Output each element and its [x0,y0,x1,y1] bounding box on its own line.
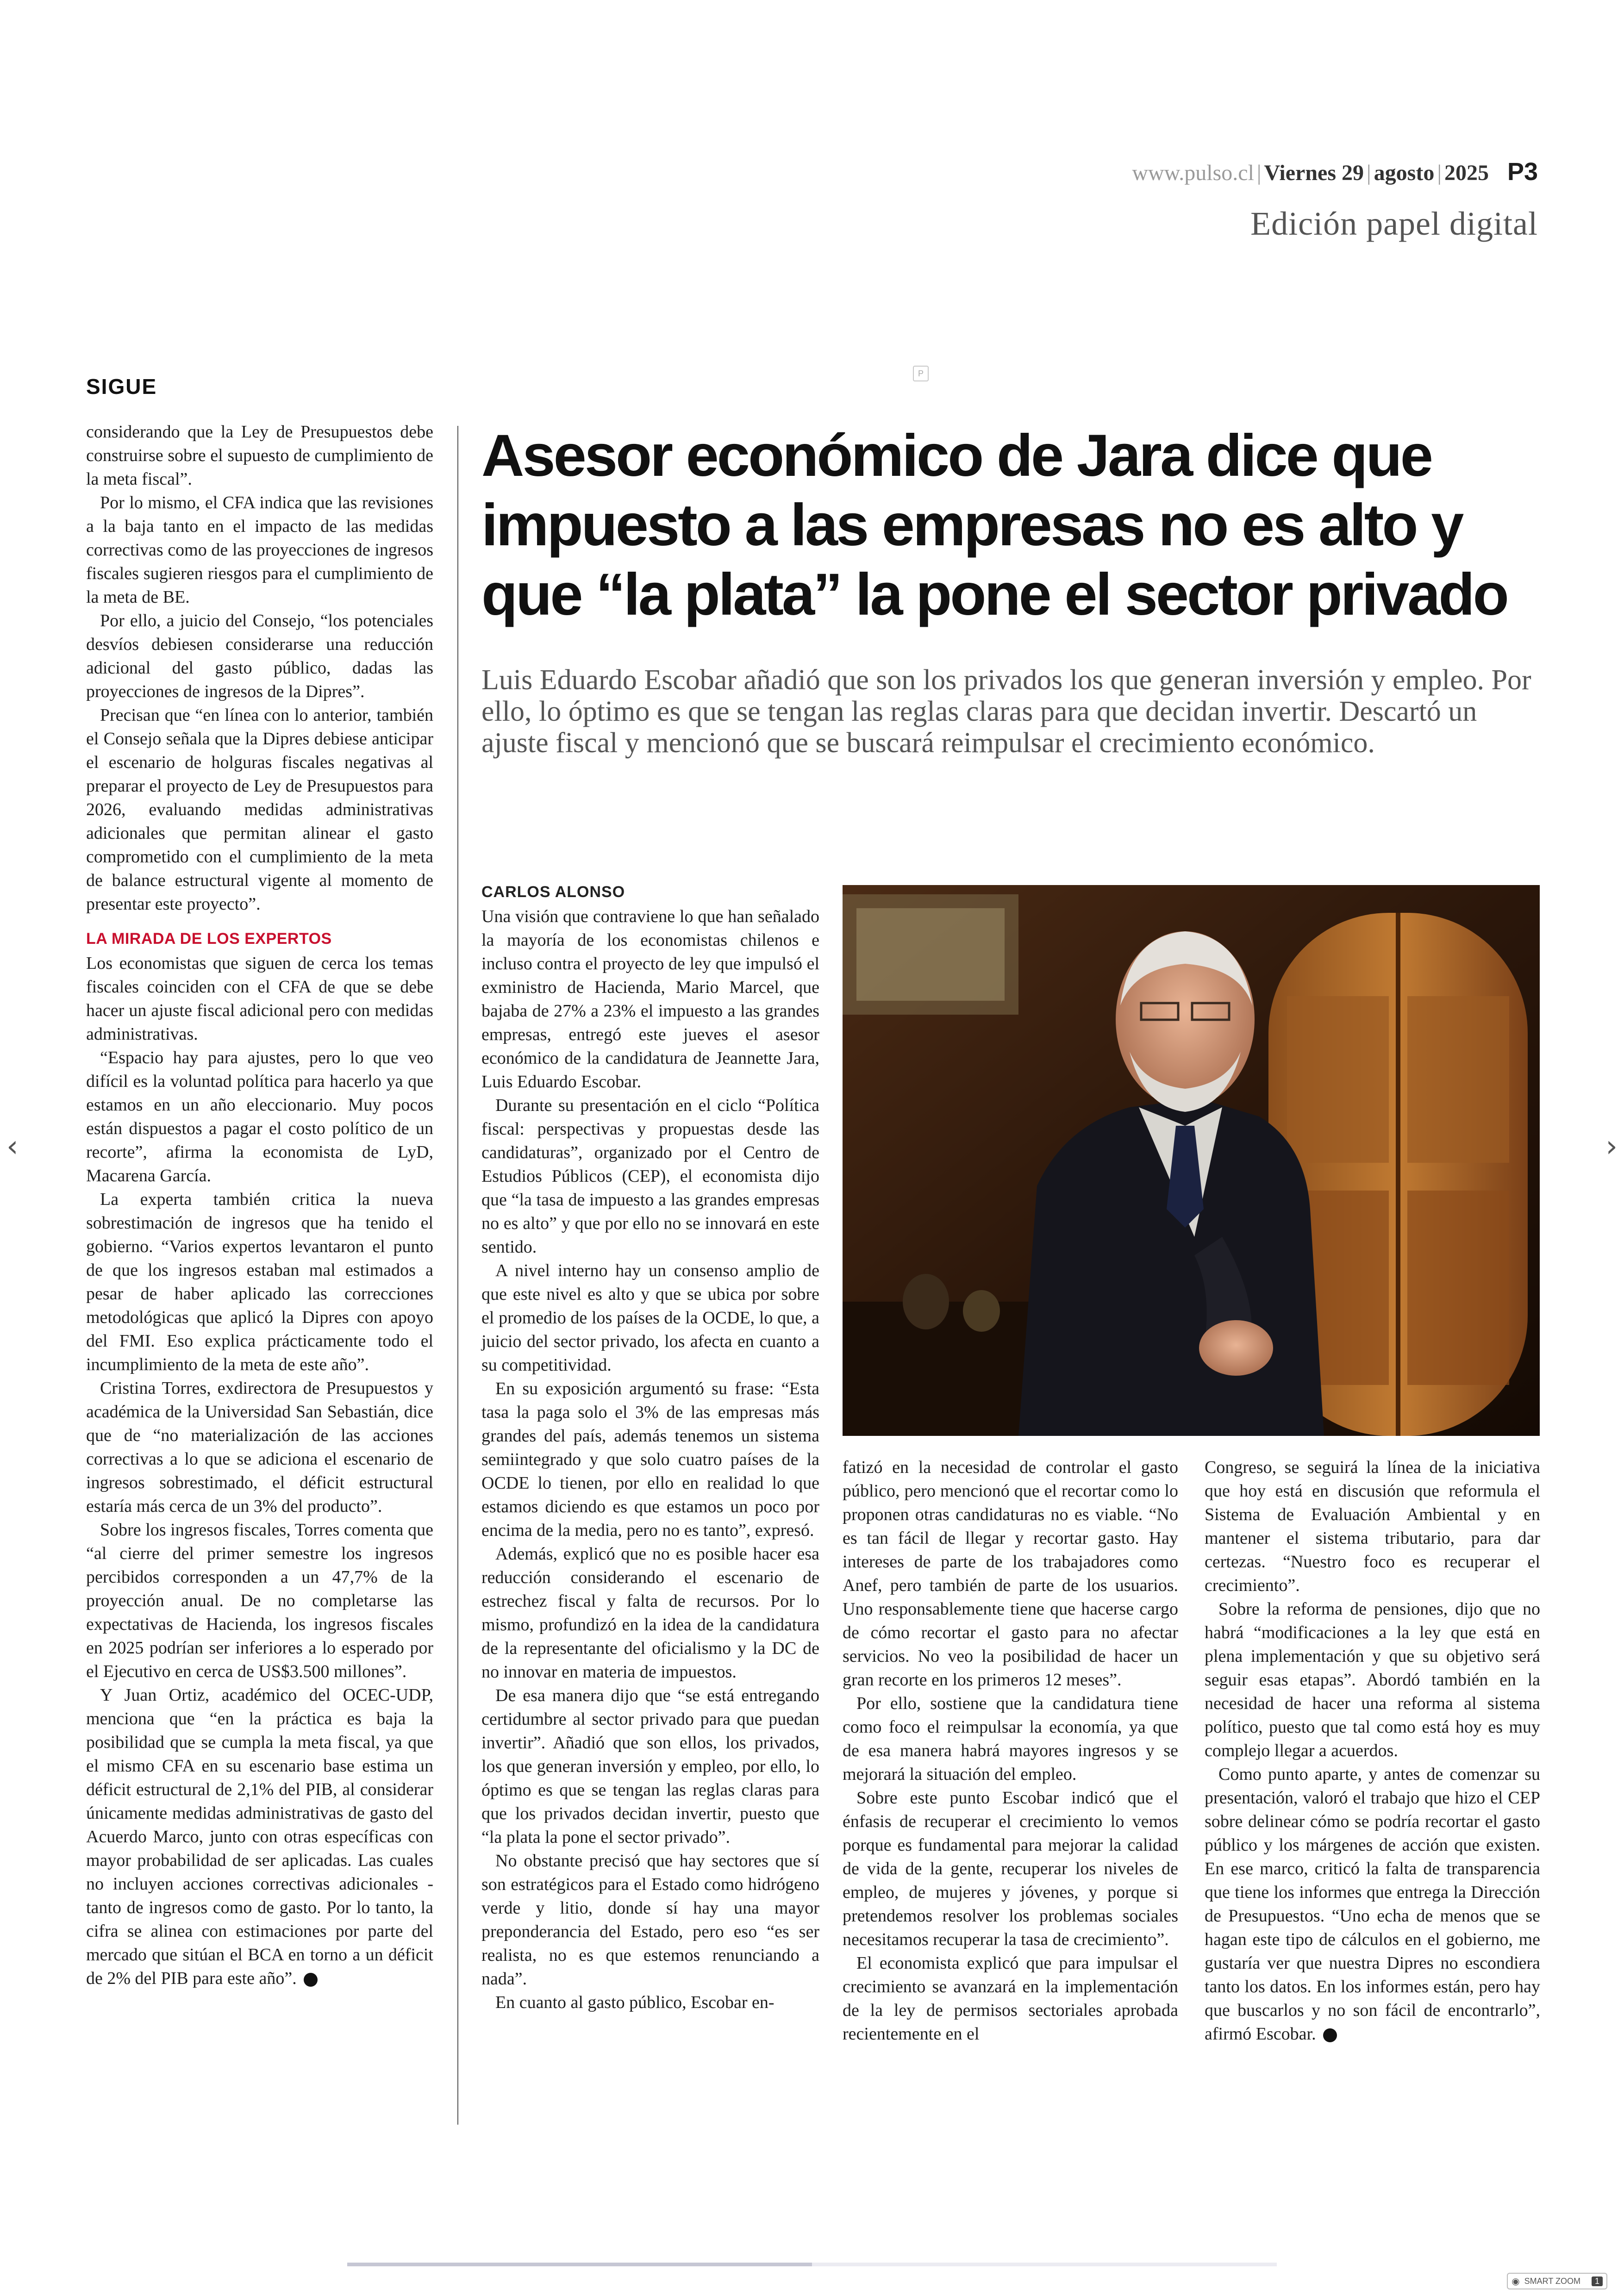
article-headline: Asesor económico de Jara dice que impuesto a las empresas no es alto y que “la plata” la pone el sector privado [481,423,1507,628]
paragraph: Sobre los ingresos fiscales, Torres comenta que “al cierre del primer semestre los ingresos percibidos corresponden a un 47,7% de la proyección anual. De no completarse las expectativas de Hacienda, los ingresos fiscales en 2025 podrían ser inferiores a lo esperado por el Ejecutivo en cerca de US$3.500 millones”. [86,1520,433,1681]
section-label: SIGUE [86,374,157,399]
paragraph: El economista explicó que para impulsar el crecimiento se avanzará en la implementación de la ley de permisos sectoriales aprobada recientemente en el [843,1953,1178,2044]
paragraph: Como punto aparte, y antes de comenzar su presentación, valoró el trabajo que hizo el CEP sobre delinear cómo se podría recortar el gasto público y los márgenes de acción que existen. En ese marco, criticó la falta de transparencia que tiene los informes que entrega la Dirección de Presupuestos. “Uno echa de menos que se hagan este tipo de cálculos en el gobierno, me gustaría ver que nuestra Dipres no escondiera tanto los datos. En los informes están, pero hay que buscarlos y no son fácil de encontrarlo”, afirmó Escobar. P [1205,1765,1540,2044]
paragraph: fatizó en la necesidad de controlar el gasto público, pero mencionó que el recortar como lo proponen otras candidaturas no es viable. “No es tan fácil de llegar y recortar gasto. Hay intereses de parte de los trabajadores como Anef, pero también de parte de los usuarios. Uno responsablemente tiene que hacerse cargo de cómo recortar el gasto para no afectar servicios. No veo la posibilidad de hacer un gran recorte en los primeros 12 meses”. [843,1458,1178,1690]
paragraph: “Espacio hay para ajustes, pero lo que veo difícil es la voluntad política para hacerlo ya que estamos en un año eleccionario. Muy pocos están dispuestos a pagar el costo político de un recorte”, afirma la economista de LyD, Macarena García. [86,1048,433,1185]
left-column [86,374,433,1990]
paragraph: De esa manera dijo que “se está entregando certidumbre al sector privado para que puedan invertir”. Añadió que son ellos, los privados, los que generan inversión y empleo, por ello, lo óptimo es que se tengan las reglas claras para que los privados decidan invertir, puesto que “la plata la pone el sector privado”. [481,1686,819,1847]
subhead: LA MIRADA DE LOS EXPERTOS [86,930,332,948]
byline: CARLOS ALONSO [481,883,625,901]
paragraph: Y Juan Ortiz, académico del OCEC-UDP, menciona que “en la práctica es baja la posibilidad que se cumpla la meta fiscal, ya que el mismo CFA en su escenario base estima un déficit estructural de 2,1% del PIB, al considerar únicamente medidas administrativas de gasto del Acuerdo Marco, junto con otras específicas con mayor probabilidad de ser aplicadas. Las cuales no incluyen acciones correctivas adicionales -tanto de ingresos como de gasto. Por lo tanto, la cifra se alinea con estimaciones por parte del mercado que sitúan el BCA en torno a un déficit de 2% del PIB para este año”. P [86,1685,433,1988]
paragraph: No obstante precisó que hay sectores que sí son estratégicos para el Estado como hidrógeno verde y litio, donde sí hay una mayor preponderancia del Estado, pero eso “es ser realista, no es que estemos renunciando a nada”. [481,1851,819,1989]
paragraph: Los economistas que siguen de cerca los temas fiscales coinciden con el CFA de que se debe hacer un ajuste fiscal adicional pero con medidas administrativas. [86,954,433,1044]
paragraph: Cristina Torres, exdirectora de Presupuestos y académica de la Universidad San Sebastián, dice que de “no materialización de las acciones correctivas a lo que se adiciona el escenario de ingresos sobrestimado, el déficit estructural estaría más cerca de un 3% del producto”. [86,1378,433,1516]
paragraph: Por ello, sostiene que la candidatura tiene como foco el reimpulsar la economía, ya que de esa manera habrá mayores ingresos y se mejorará la situación del empleo. [843,1694,1178,1784]
paragraph: Precisan que “en línea con lo anterior, también el Consejo señala que la Dipres debiese anticipar el escenario de holguras fiscales negativas al preparar el proyecto de Ley de Presupuestos para 2026, evaluando medidas administrativas adicionales que permitan alinear el gasto comprometido con el cumplimiento de la meta de balance estructural vigente al momento de presentar este proyecto”. [86,705,433,914]
page-indicator: 1 [1592,2276,1603,2286]
paragraph: considerando que la Ley de Presupuestos debe construirse sobre el supuesto de cumplimiento de la meta fiscal”. [86,422,433,489]
end-mark-icon: P [1323,2028,1337,2042]
paragraph: Congreso, se seguirá la línea de la iniciativa que hoy está en discusión que reformula el Sistema de Evaluación Ambiental y en mantener el sistema tributario, para dar certezas. “Nuestro foco es recuperar el crecimiento”. [1205,1458,1540,1595]
progress-fill [347,2263,812,2266]
page-progress-bar[interactable] [347,2263,1277,2266]
smart-zoom-button[interactable] [1507,2273,1607,2289]
pulso-mark-icon: P [913,366,929,381]
article-column-3 [1205,1456,1540,2046]
end-mark-icon: P [304,1973,318,1987]
paragraph: Una visión que contraviene lo que han señalado la mayoría de los economistas chilenos e incluso contra el proyecto de ley que impulsó el exministro de Hacienda, Mario Marcel, que bajaba de 27% a 23% el impuesto a las grandes empresas, entregó este jueves el asesor económico de la candidatura de Jeannette Jara, Luis Eduardo Escobar. [481,907,819,1091]
paragraph: Además, explicó que no es posible hacer esa reducción considerando el escenario de estrechez fiscal y falta de recursos. Por lo mismo, profundizó en la idea de la candidatura de la representante del oficialismo y la DC de no innovar en materia de impuestos. [481,1544,819,1682]
paragraph: En su exposición argumentó su frase: “Esta tasa la paga solo el 3% de las empresas más grandes del país, además tenemos un sistema semiintegrado y que solo cuatro países de la OCDE lo tienen, por ello en realidad lo que estamos diciendo es que estamos un poco por encima de la media, pero no es tanto”, expresó. [481,1379,819,1540]
header-year: 2025 [1444,161,1489,185]
paragraph: Sobre este punto Escobar indicó que el énfasis de recuperar el crecimiento lo vemos porque es fundamental para mejorar la calidad de vida de la gente, recuperar los niveles de empleo, de mujeres y jóvenes, y porque si pretendemos resolver los problemas sociales necesitamos recuperar la tasa de crecimiento”. [843,1788,1178,1949]
paragraph: Sobre la reforma de pensiones, dijo que no habrá “modificaciones a la ley que está en plena implementación y que su objetivo será seguir esas etapas”. Abordó también en la necesidad de hacer una reforma al sistema político, puesto que tal como está hoy es muy complejo llegar a acuerdos. [1205,1599,1540,1760]
article-deck: Luis Eduardo Escobar añadió que son los privados los que generan inversión y empleo. Por ello, lo óptimo es que se tengan las reglas claras para que decidan invertir. Descartó un ajuste fiscal y mencionó que se buscará reimpulsar el crecimiento económico. [481,664,1531,759]
header-date: Viernes 29 [1264,161,1364,185]
page-number: P3 [1507,158,1538,186]
paragraph: En cuanto al gasto público, Escobar en- [495,1993,775,2012]
article-photo [843,885,1540,1436]
left-column-text-2 [86,952,433,1990]
paragraph: Durante su presentación en el ciclo “Política fiscal: perspectivas y propuestas desde las candidaturas”, organizado por el Centro de Estudios Públicos (CEP), el economista dijo que “la tasa de impuesto a las grandes empresas no es alto” y que por ello no se innovará en este sentido. [481,1096,819,1257]
column-divider [457,426,458,2125]
previous-page-icon[interactable]: ‹ [6,1129,19,1164]
paragraph: Por lo mismo, el CFA indica que las revisiones a la baja tanto en el impacto de las medidas correctivas como de las proyecciones de ingresos fiscales sugieren riesgos para el cumplimiento de la meta de BE. [86,493,433,607]
edition-label: Edición papel digital [1250,205,1538,242]
article-column-1 [481,905,819,2014]
eye-icon: ◉ [1512,2276,1520,2287]
left-column-text [86,420,433,916]
site-url[interactable]: www.pulso.cl [1132,161,1254,185]
page-header [1132,157,1538,243]
paragraph: La experta también critica la nueva sobrestimación de ingresos que ha tenido el gobierno. “Varios expertos levantaron el punto de que los ingresos estaban mal estimados a pesar de haber aplicado las correcciones metodológicas que aplicó la Dipres con apoyo del FMI. Eso explica prácticamente todo el incumplimiento de la meta de este año”. [86,1190,433,1374]
article-column-2 [843,1456,1178,2046]
header-month: agosto [1374,161,1435,185]
smart-zoom-label: SMART ZOOM [1524,2276,1580,2286]
header-dateline: www.pulso.cl | Viernes 29 | agosto | 2025 P3 [1132,158,1538,186]
paragraph: A nivel interno hay un consenso amplio de que este nivel es alto y que se ubica por sobre el promedio de los países de la OCDE, lo que, a juicio del sector privado, los afecta en cuanto a su competitividad. [481,1261,819,1375]
paragraph: Por ello, a juicio del Consejo, “los potenciales desvíos debiesen considerarse una reducción adicional del gasto público, dadas las proyecciones de ingresos de la Dipres”. [86,611,433,701]
next-page-icon[interactable]: › [1605,1129,1618,1164]
